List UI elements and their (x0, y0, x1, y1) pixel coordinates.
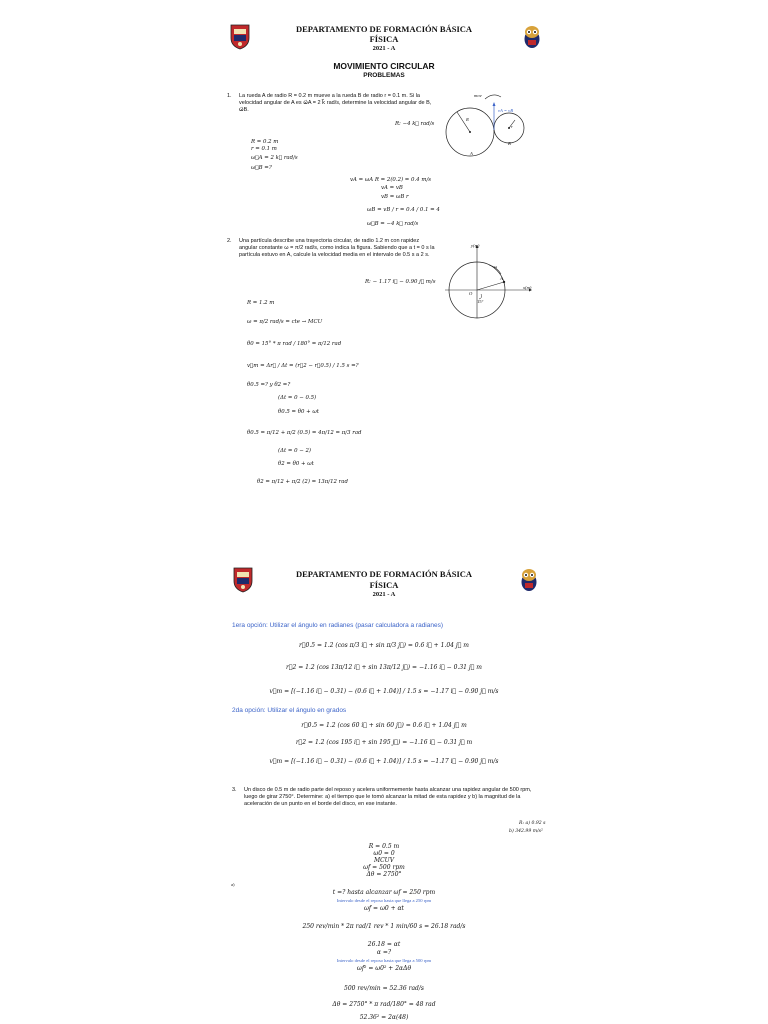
problem-2-step-7: θ0.5 = θ0 + ωt (278, 409, 319, 415)
page-subtitle: PROBLEMAS (363, 72, 405, 79)
problem-3-line-1: t =? hasta alcanzar ωf = 250 rpm (332, 889, 436, 896)
problem-1-text: La rueda A de radio R = 0.2 m mueve a la rueda B de radio r = 0.1 m. Si la velocidad angular de A es ω⃗A = 2 k⃗ rad/s, determine la velocidad angular de B, ω⃗B. (239, 93, 432, 113)
subject-heading: FÍSICA (369, 34, 399, 44)
option-2-heading: 2da opción: Utilizar el ángulo en grados (232, 707, 347, 714)
problem-3-given-4: ωf = 500 rpm (363, 864, 405, 871)
page-1 (217, 0, 551, 540)
problem-3-text: Un disco de 0.5 m de radio parte del reposo y acelera uniformemente hasta alcanzar una rapidez angular de 500 rpm, luego de girar 2750°. Determine: a) el tiempo que le tomó alcanzar la mitad de esta rapidez y b) la magnitud de la aceleración de un punto en el borde del disco, en ese instante. (244, 787, 532, 807)
option-1-eq-2: r⃗2 = 1.2 (cos 13π/12 i⃗ + sin 13π/12 j⃗) = −1.16 i⃗ − 0.31 j⃗ m (286, 664, 482, 671)
problem-3-eq-8: 52.36² = 2α(48) (359, 1014, 409, 1021)
problem-2-number: 2. (227, 238, 232, 244)
option-2-eq-2: r⃗2 = 1.2 (cos 195 i⃗ + sin 195 j⃗) = −1.16 i⃗ − 0.31 j⃗ m (295, 739, 473, 746)
problem-3-eq-4: α =? (376, 949, 392, 956)
period-heading: 2021 - A (372, 591, 396, 598)
problem-1-given-2: r = 0.1 m (251, 146, 277, 152)
problem-1-given-4: ω⃗B =? (251, 165, 272, 171)
option-1-eq-3: v⃗m = [(−1.16 i⃗ − 0.31) − (0.6 i⃗ + 1.04)] / 1.5 s = −1.17 i⃗ − 0.90 j⃗ m/s (269, 688, 499, 695)
problem-2-step-8: θ0.5 = π/12 + π/2 (0.5) = 4π/12 = π/3 rad (247, 430, 362, 436)
problem-1-step-2: vA = vB (381, 185, 403, 191)
option-1-heading: 1era opción: Utilizar el ángulo en radianes (pasar calculadora a radianes) (232, 622, 444, 629)
axis-x-label: x(m) (523, 285, 532, 290)
gears-velocity-label: vA = vB (498, 108, 514, 113)
subject-heading: FÍSICA (369, 580, 399, 590)
page-title: MOVIMIENTO CIRCULAR (333, 61, 435, 71)
circle-trajectory-figure (443, 244, 533, 325)
gears-B-label: B (508, 141, 511, 146)
problem-1-step-4: ωB = vB / r = 0.4 / 0.1 = 4 (367, 207, 440, 213)
gears-figure (445, 92, 531, 167)
problem-2-text: Una partícula describe una trayectoria circular, de radio 1.2 m con rapidez angular constante ω = π/2 rad/s, como indica la figura. Sabiendo que a t = 0 s la partícula estuvo en A, calcule la velocidad media en el intervalo de 0.5 s a 2 s. (239, 238, 435, 258)
point-A-label: A (500, 276, 503, 281)
problem-2-step-10: θ2 = θ0 + ωt (278, 461, 314, 467)
gears-r-label: r (511, 124, 513, 129)
problem-3-note-2: Intervalo desde el reposo hasta que llega a 500 rpm (336, 958, 432, 963)
problem-3-answer-a: R: a) 0.92 s (519, 821, 546, 826)
problem-2-step-5: θ0.5 =? y θ2 =? (247, 382, 291, 388)
problem-2-step-3: θ0 = 15° * π rad / 180° = π/12 rad (247, 341, 342, 347)
problem-1-given-3: ω⃗A = 2 k⃗ rad/s (251, 155, 298, 161)
part-a-label: a) (231, 882, 235, 887)
problem-3-given-1: R = 0.5 m (368, 843, 400, 850)
problem-2-step-11: θ2 = π/12 + π/2 (2) = 13π/12 rad (257, 479, 348, 485)
problem-2-step-2: ω = π/2 rad/s = cte → MCU (247, 319, 323, 325)
problem-2-step-1: R = 1.2 m (247, 300, 275, 306)
problem-1-step-3: vB = ωB r (381, 194, 409, 200)
problem-2-step-9: (Δt = 0 − 2) (278, 448, 312, 454)
problem-3-eq-1: ωf = ω0 + αt (364, 905, 404, 912)
problem-1-answer: R: −4 k⃗ rad/s (395, 121, 435, 127)
problem-3-given-3: MCUV (373, 857, 395, 864)
problem-1-step-5: ω⃗B = −4 k⃗ rad/s (367, 221, 419, 227)
axis-y-label: y(m) (471, 243, 480, 248)
problem-2-answer: R: − 1.17 i⃗ − 0.90 j⃗ m/s (365, 279, 436, 285)
department-heading: DEPARTAMENTO DE FORMACIÓN BÁSICA (295, 569, 473, 579)
angle-label: 15° (477, 299, 484, 304)
gears-A-label: A (470, 151, 473, 156)
gears-rotation-label: mov (474, 93, 482, 98)
problem-3-eq-7: Δθ = 2750° * π rad/180° = 48 rad (332, 1001, 436, 1008)
problem-3-eq-6: 500 rev/min = 52.36 rad/s (344, 985, 424, 992)
option-2-eq-3: v⃗m = [(−1.16 i⃗ − 0.31) − (0.6 i⃗ + 1.04)] / 1.5 s = −1.17 i⃗ − 0.90 j⃗ m/s (269, 758, 499, 765)
problem-3-note-1: Intervalo desde el reposo hasta que llega a 250 rpm (336, 898, 432, 903)
problem-1-given-1: R = 0.2 m (251, 139, 279, 145)
omega-label: ω (494, 264, 498, 269)
problem-2-step-4: v⃗m = Δr⃗ / Δt = (r⃗2 − r⃗0.5) / 1.5 s =? (247, 363, 359, 369)
period-heading: 2021 - A (372, 45, 396, 52)
problem-1-step-1: vA = ωA R = 2(0.2) = 0.4 m/s (350, 177, 432, 183)
problem-3-eq-5: ωf² = ω0² + 2αΔθ (356, 965, 412, 972)
origin-label: O (469, 291, 473, 296)
problem-3-answer-b: b) 342.99 m/s² (509, 829, 543, 834)
problem-3-given-2: ω0 = 0 (373, 850, 395, 857)
problem-3-eq-2: 250 rev/min * 2π rad/1 rev * 1 min/60 s = 26.18 rad/s (302, 923, 466, 930)
gears-R-label: R (466, 117, 469, 122)
problem-3-given-5: Δθ = 2750° (366, 871, 402, 878)
problem-3-eq-3: 26.18 = αt (367, 941, 401, 948)
problem-1-number: 1. (227, 93, 232, 99)
problem-2-step-6: (Δt = 0 − 0.5) (278, 395, 317, 401)
page-2 (217, 560, 551, 1024)
problem-3-number: 3. (232, 787, 237, 793)
department-heading: DEPARTAMENTO DE FORMACIÓN BÁSICA (295, 24, 473, 34)
option-2-eq-1: r⃗0.5 = 1.2 (cos 60 i⃗ + sin 60 j⃗) = 0.6 i⃗ + 1.04 j⃗ m (301, 722, 467, 729)
option-1-eq-1: r⃗0.5 = 1.2 (cos π/3 i⃗ + sin π/3 j⃗) = 0.6 i⃗ + 1.04 j⃗ m (299, 642, 469, 649)
